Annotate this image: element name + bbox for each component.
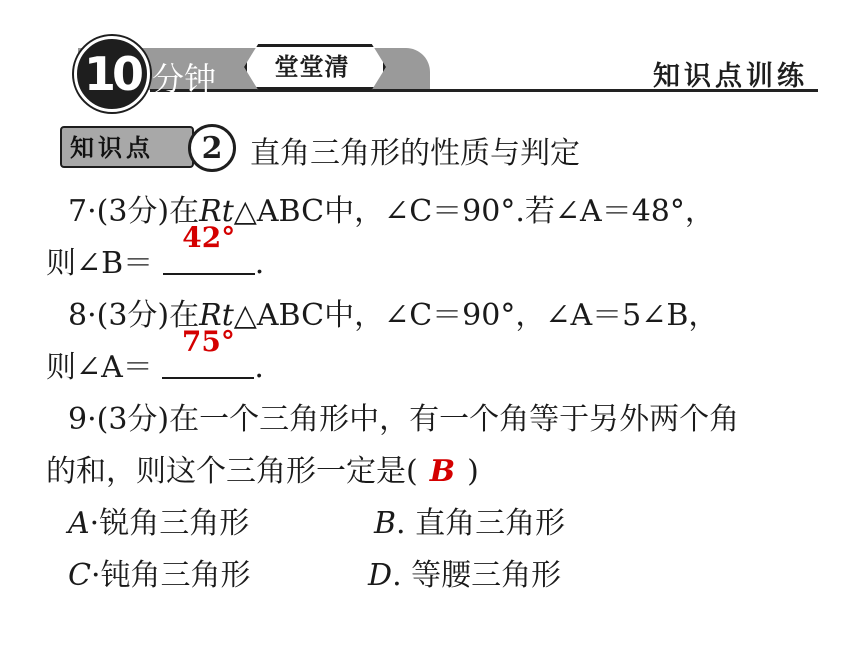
question-7-line-1: 7·(3分)在Rt△ABC中，∠C＝90°.若∠A＝48°， — [68, 194, 715, 229]
answer-text: 42° — [182, 221, 236, 254]
option-letter: D — [368, 558, 393, 593]
option-d — [368, 550, 561, 594]
option-separator: · — [89, 506, 100, 541]
option-letter: B — [374, 506, 397, 541]
option-letter: C — [68, 558, 91, 593]
rt-text: Rt — [199, 194, 234, 229]
stamp-text: 堂堂清 — [274, 52, 350, 81]
question-9-line-1 — [68, 394, 739, 438]
minutes-label: 分钟 — [152, 60, 217, 98]
question-text: 则∠A＝ — [46, 350, 153, 385]
question-7-line-2 — [46, 221, 265, 282]
question-8-line-2 — [46, 325, 264, 386]
answer-text: B — [429, 454, 456, 489]
badge-number: 10 — [83, 47, 140, 101]
question-text: ·(3分)在一个三角形中，有一个角等于另外两个角 — [87, 402, 740, 437]
question-text: . — [254, 246, 265, 281]
answer-blank — [163, 221, 255, 275]
knowledge-point-title: 直角三角形的性质与判定 — [250, 136, 580, 171]
question-score: (3分)在 — [96, 194, 200, 229]
option-separator: . — [396, 506, 406, 541]
option-separator: . — [392, 558, 402, 593]
question-text: 则∠B＝ — [46, 246, 154, 281]
question-number: 8 — [68, 298, 88, 333]
question-number: 9 — [68, 402, 88, 437]
option-text: 等腰三角形 — [411, 558, 562, 593]
option-letter: A — [68, 506, 90, 541]
question-8-line-1: 8·(3分)在Rt△ABC中，∠C＝90°，∠A＝5∠B， — [68, 298, 719, 333]
section-title: 知识点训练 — [653, 61, 808, 92]
option-b — [374, 498, 565, 542]
option-text: 直角三角形 — [415, 506, 566, 541]
class-stamp — [244, 44, 380, 84]
question-text: . — [254, 350, 264, 385]
option-text: 钝角三角形 — [100, 558, 251, 593]
question-text: 的和，则这个三角形一定是( — [46, 454, 418, 489]
option-c — [68, 550, 251, 594]
option-separator: · — [90, 558, 101, 593]
question-text: ) — [467, 454, 479, 489]
question-text: △ABC中，∠C＝90°.若∠A＝48°， — [233, 194, 715, 229]
question-score: (3分)在 — [96, 298, 200, 333]
question-text: △ABC中，∠C＝90°，∠A＝5∠B， — [233, 298, 719, 333]
answer-text: 75° — [181, 325, 235, 358]
question-9-line-2 — [46, 446, 479, 490]
answer-blank — [162, 325, 254, 379]
rt-text: Rt — [199, 298, 234, 333]
page-header — [0, 0, 860, 110]
knowledge-point-number: 2 — [188, 124, 236, 172]
question-number: 7 — [68, 194, 88, 229]
option-text: 锐角三角形 — [99, 506, 250, 541]
option-a — [68, 498, 249, 542]
tag-label: 知识点 — [70, 134, 154, 162]
